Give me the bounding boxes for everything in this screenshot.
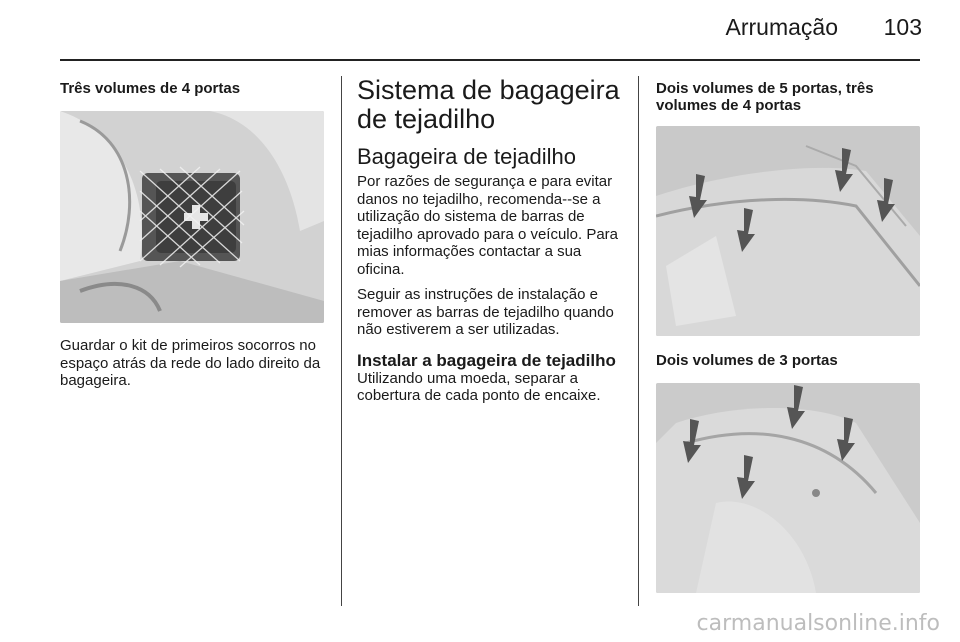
column-divider (638, 76, 639, 606)
watermark: carmanualsonline.info (696, 611, 940, 636)
roof-5-door-illustration (656, 126, 920, 336)
section-title: Sistema de bagageira de tejadilho (357, 75, 620, 134)
paragraph: Utilizando uma moeda, separar a cobertura de cada ponto de encaixe. (357, 369, 601, 404)
roof-3-door-illustration (656, 383, 920, 593)
header-title: Arrumação (725, 14, 838, 40)
column-3 (656, 76, 920, 593)
header-rule (60, 59, 920, 61)
paragraph: Seguir as instruções de instalação e remover as barras de tejadilho quando não estiverem a ser utilizadas. (357, 286, 614, 338)
section-heading: Dois volumes de 3 portas (656, 352, 838, 369)
section-heading: Três volumes de 4 portas (60, 80, 241, 97)
column-2 (357, 76, 625, 413)
first-aid-caption: Guardar o kit de primeiros socorros no espaço atrás da rede do lado direito da bagageira. (60, 337, 321, 389)
subsection-title: Instalar a bagageira de tejadilho (357, 350, 616, 370)
paragraph: Por razões de segurança e para evitar danos no tejadilho, recomenda--se a utilização do sistema de barras de tejadilho aprovado para o veículo. Para mias informações contactar a sua oficina. (357, 173, 619, 278)
trunk-first-aid-illustration (60, 111, 324, 323)
section-heading: Dois volumes de 5 portas, três volumes de 4 portas (656, 80, 874, 114)
subsection-title: Bagageira de tejadilho (357, 144, 576, 169)
column-1 (60, 76, 324, 398)
column-divider (341, 76, 342, 606)
page-number: 103 (883, 14, 922, 40)
